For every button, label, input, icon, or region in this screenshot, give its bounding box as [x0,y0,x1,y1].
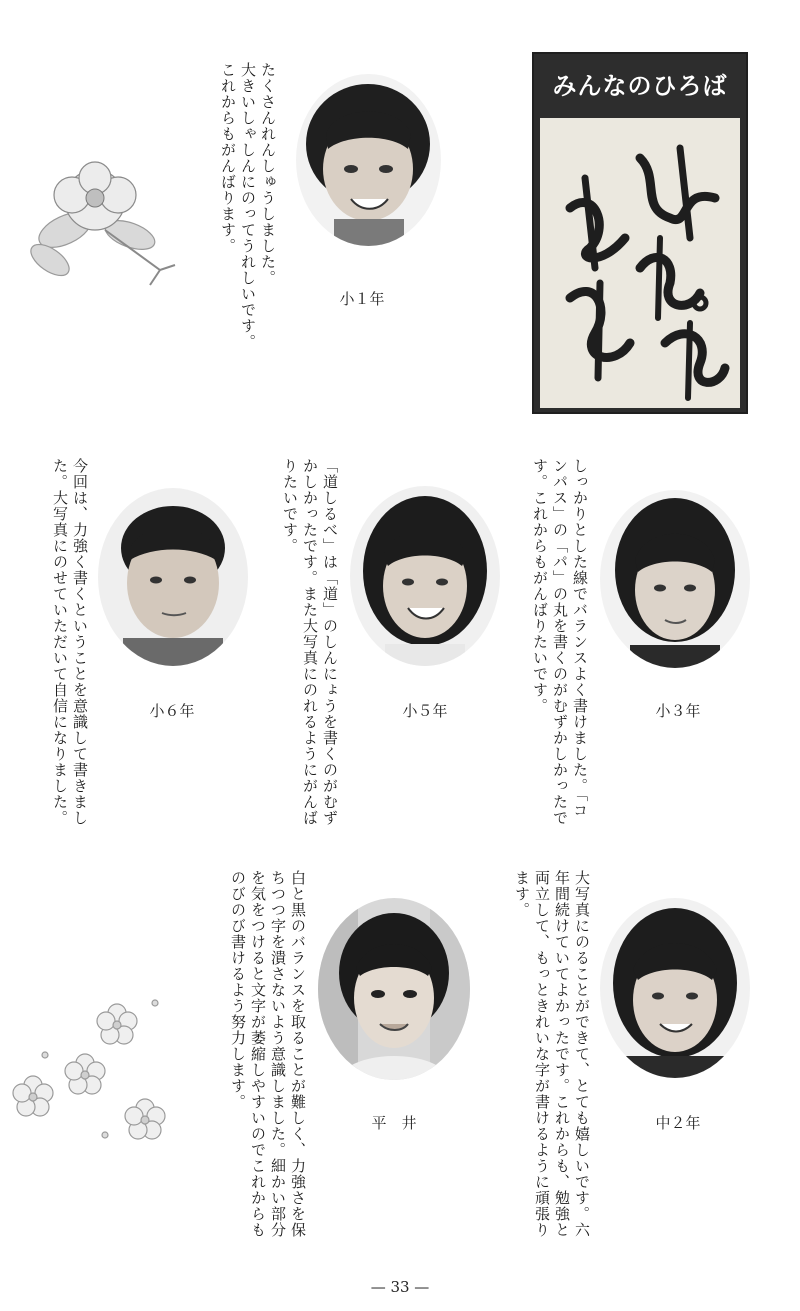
student-photo-grade1 [296,74,441,246]
entry-text-grade6: 今回は、力強く書くということを意識して書きました。大写真にのせていただいて自信になりました。 [51,458,89,826]
plum-blossom-illustration [5,995,185,1155]
grade-label-grade5: 小５年 [402,702,448,720]
entry-text-hirai: 白と黒のバランスを取ることが難しく、力強さを保ちつつ字を潰さないよう意識しました。細かい部分を気をつけると文字が萎縮しやすいのでこれからものびのび書けるよう努力します。 [229,870,307,1238]
entry-text-grade1: たくさんれんしゅうしました。 大きいしゃしんにのってうれしいです。 これからもがんばります。 [219,62,277,350]
camellia-flower-illustration [10,160,185,300]
grade-label-jh2: 中２年 [655,1114,701,1132]
teacher-photo-hirai [318,898,470,1080]
grade-label-grade6: 小６年 [149,702,195,720]
student-photo-grade3 [600,490,750,668]
grade-label-grade1: 小１年 [339,290,385,308]
student-photo-jh2 [600,898,750,1078]
student-photo-grade6 [98,488,248,666]
entry-text-grade3: しっかりとした線でバランスよく書けました。「コンパス」の「パ」の丸を書くのがむずかしかったです。これからもがんばりたいです。 [531,458,589,826]
entry-text-grade5: 「道しるべ」は「道」のしんにょうを書くのがむずかしかったです。また大写真にのれるようにがんばりたいです。 [281,458,339,826]
grade-label-grade3: 小３年 [655,702,701,720]
page-number: — 33 — [370,1278,430,1296]
teacher-name-label: 平 井 [371,1114,417,1132]
student-photo-grade5 [350,486,500,666]
entry-text-jh2: 大写真にのることができて、とても嬉しいです。六年間続けていてよかったです。これからも、勉強と両立して、もっときれいな字が書けるように頑張ります。 [513,870,591,1238]
calligraphy-artwork [540,118,740,408]
banner-title: みんなのひろば [552,72,728,100]
banner [532,52,748,414]
